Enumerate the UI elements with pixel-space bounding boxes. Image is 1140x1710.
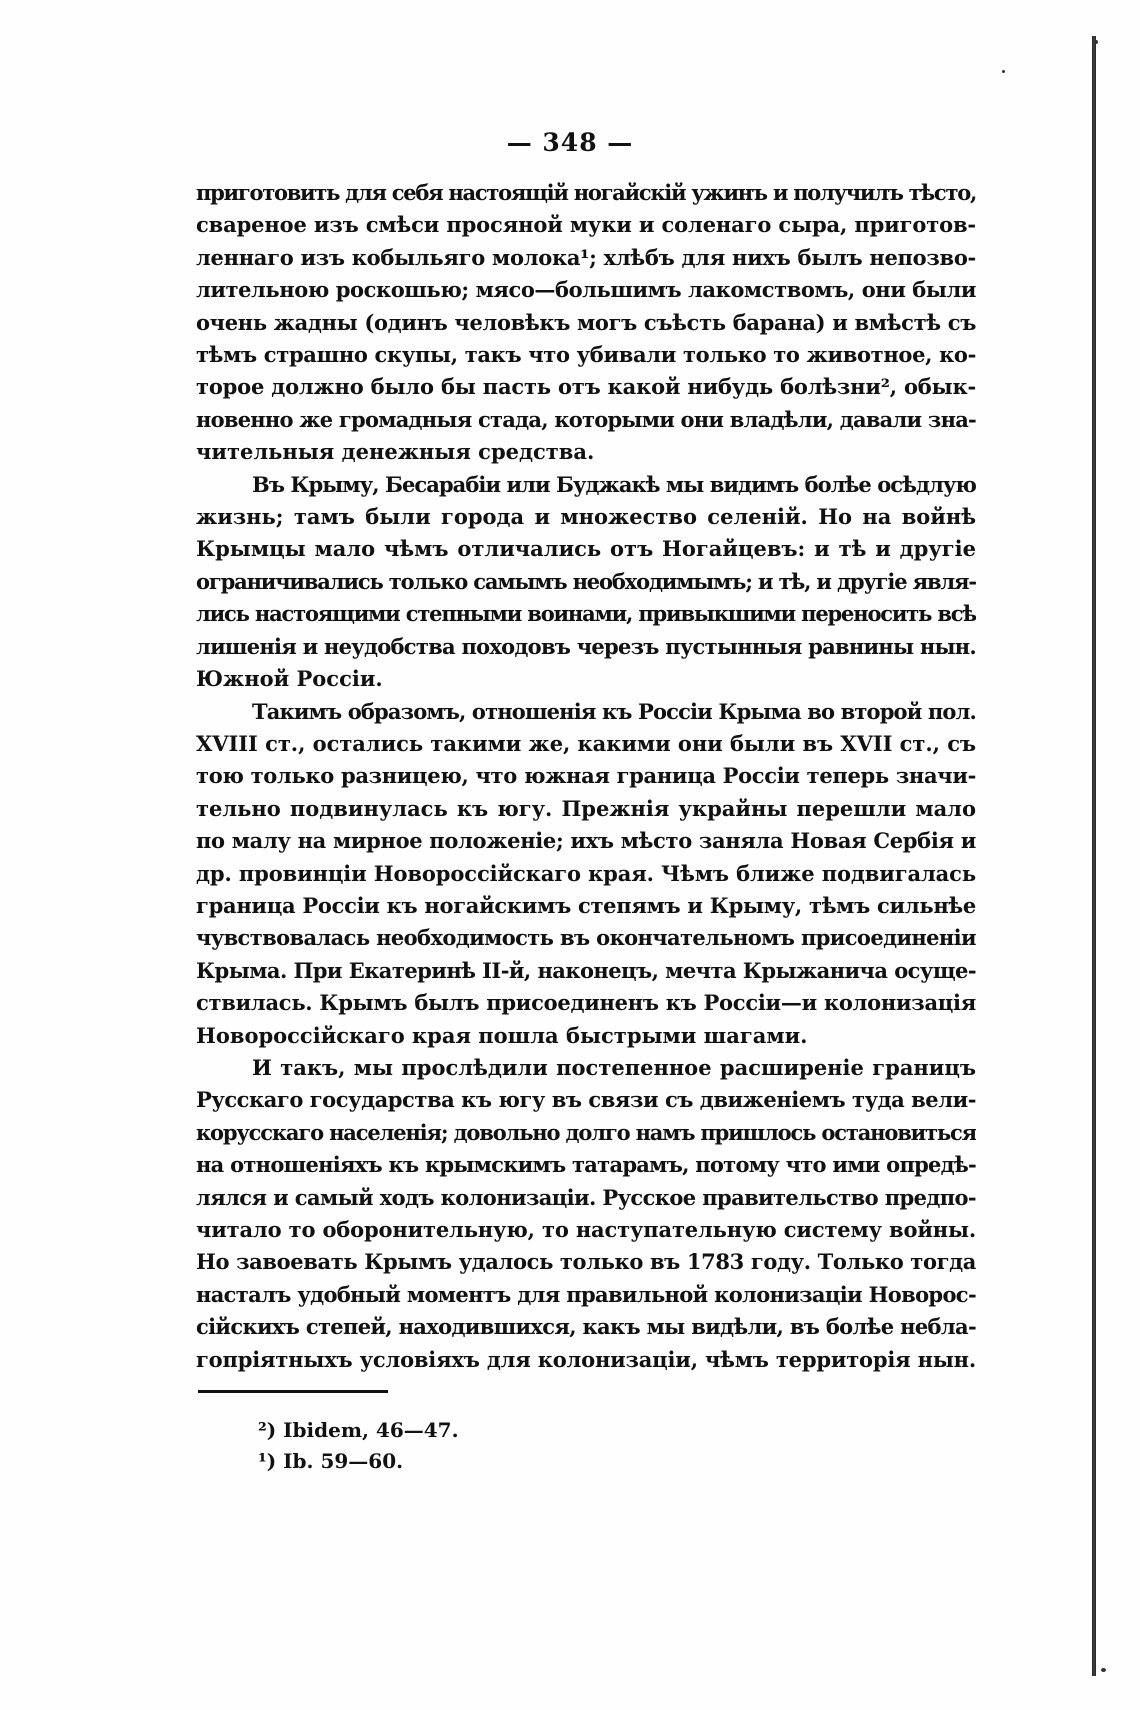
paragraph-start-line: И такъ, мы прослѣдили постепенное расширеніе границъ <box>252 1054 976 1080</box>
text-line: Южной Россіи. <box>196 666 383 692</box>
scan-speck <box>1002 70 1005 73</box>
text-line: корусскаго населенія; довольно долго намъ пришлось остановиться <box>196 1119 976 1145</box>
text-line: Крыма. При Екатеринѣ II-й, наконецъ, мечта Крыжанича осуще- <box>196 957 976 983</box>
scan-speck <box>1094 40 1098 44</box>
text-line: граница Россіи къ ногайскимъ степямъ и Крыму, тѣмъ сильнѣе <box>196 892 976 918</box>
text-line: жизнь; тамъ были города и множество селеній. Но на войнѣ <box>196 504 976 530</box>
text-line: сійскихъ степей, находившихся, какъ мы видѣли, въ болѣе небла- <box>196 1314 976 1340</box>
text-line: лительною роскошью; мясо—большимъ лакомствомъ, они были <box>196 277 976 303</box>
text-line: чувствовалась необходимость въ окончательномъ присоединеніи <box>196 925 976 951</box>
paragraph-start-line: Такимъ образомъ, отношенія къ Россіи Крыма во второй пол. <box>252 698 976 724</box>
text-line: по малу на мирное положеніе; ихъ мѣсто заняла Новая Сербія и <box>196 828 976 854</box>
text-line: лишенія и неудобства походовъ черезъ пустынныя равнины нын. <box>196 633 976 659</box>
text-line: чительныя денежныя средства. <box>196 439 595 465</box>
text-line: торое должно было бы пасть отъ какой нибудь болѣзни², обык- <box>196 374 976 400</box>
text-line: Но завоевать Крымъ удалось только въ 1783 году. Только тогда <box>196 1249 976 1275</box>
footnote-separator <box>198 1390 388 1393</box>
text-line: гопріятныхъ условіяхъ для колонизаціи, чѣмъ территорія нын. <box>196 1346 976 1372</box>
text-line: лись настоящими степными воинами, привыкшими переносить всѣ <box>196 601 976 627</box>
text-line: леннаго изъ кобыльяго молока¹; хлѣбъ для нихъ былъ непозво- <box>196 244 976 270</box>
text-line: тѣмъ страшно скупы, такъ что убивали только то животное, ко- <box>196 342 976 368</box>
footnotes <box>258 1415 459 1477</box>
scan-speck <box>1101 1668 1106 1672</box>
text-line: очень жадны (одинъ человѣкъ могъ съѣсть барана) и вмѣстѣ съ <box>196 309 976 335</box>
text-line: ограничивались только самымъ необходимымъ; и тѣ, и другіе явля- <box>196 568 976 594</box>
text-line: Новороссійскаго края пошла быстрыми шагами. <box>196 1022 808 1048</box>
body-text <box>196 177 976 1376</box>
text-line: новенно же громадныя стада, которыми они владѣли, давали зна- <box>196 406 976 432</box>
text-line: читало то оборонительную, то наступательную систему войны. <box>196 1217 976 1242</box>
footnote: ²) Ibidem, 46—47. <box>258 1418 459 1442</box>
text-line: ствилась. Крымъ былъ присоединенъ къ Россіи—и колонизація <box>196 990 976 1016</box>
scan-border-edge <box>1092 36 1096 1676</box>
text-line: свареное изъ смѣси просяной муки и соленаго сыра, приготов- <box>196 212 976 238</box>
text-line: др. провинціи Новороссійскаго края. Чѣмъ ближе подвигалась <box>196 860 976 886</box>
paragraph-start-line: Въ Крыму, Бесарабіи или Буджакѣ мы видимъ болѣе осѣдлую <box>252 471 976 497</box>
text-line: Крымцы мало чѣмъ отличались отъ Ногайцевъ: и тѣ и другіе <box>196 536 976 562</box>
text-line: XVIII ст., остались такими же, какими они были въ XVII ст., съ <box>196 730 976 756</box>
text-line: тельно подвинулась къ югу. Прежнія украйны перешли мало <box>196 795 976 821</box>
page-number: — 348 — <box>506 128 634 157</box>
text-line: насталъ удобный моментъ для правильной колонизаціи Новорос- <box>196 1281 976 1307</box>
footnote: ¹) Ib. 59—60. <box>258 1449 404 1473</box>
text-line: лялся и самый ходъ колонизаціи. Русское правительство предпо- <box>196 1184 976 1210</box>
text-line: на отношеніяхъ къ крымскимъ татарамъ, потому что ими опредѣ- <box>196 1152 976 1178</box>
text-line: Русскаго государства къ югу въ связи съ движеніемъ туда вели- <box>196 1087 976 1113</box>
text-line: приготовить для себя настоящій ногайскій ужинъ и получилъ тѣсто, <box>196 180 976 205</box>
text-line: тою только разницею, что южная граница Россіи теперь значи- <box>196 763 976 789</box>
